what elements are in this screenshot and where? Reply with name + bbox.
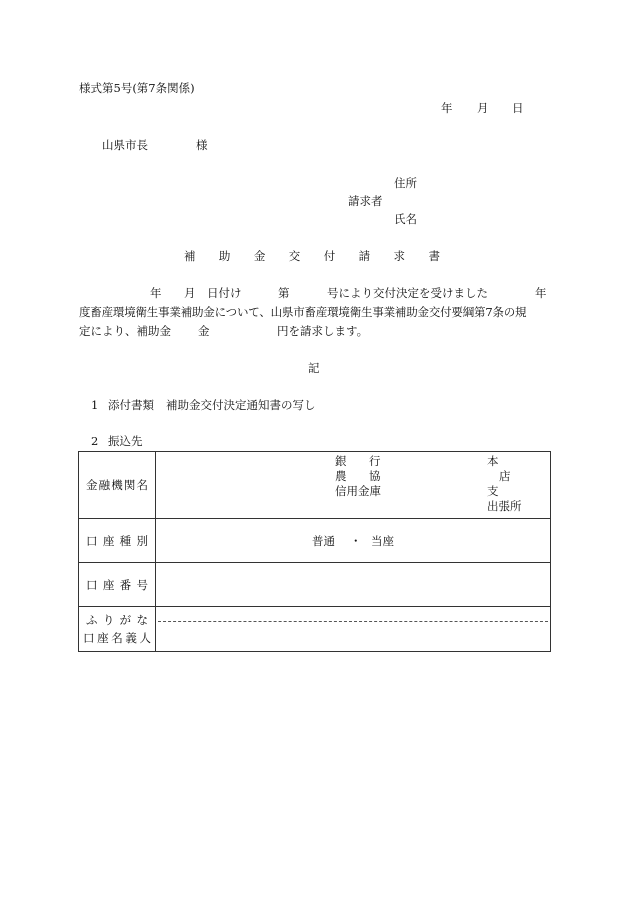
- table-row: [79, 563, 551, 607]
- date-month: 月: [477, 101, 489, 115]
- bank-char-1: 銀: [335, 454, 347, 468]
- account-type-label-cell: [79, 519, 156, 563]
- label-char: 名: [136, 478, 148, 492]
- transfer-label: 振込先: [108, 434, 143, 448]
- document-title: [184, 249, 440, 263]
- addressee-honorific: 様: [196, 138, 208, 152]
- account-type-label: [79, 533, 155, 549]
- body-line3-suffix: 円を請求します。: [277, 324, 369, 338]
- branch-hon: 本: [487, 454, 499, 468]
- label-char: 人: [139, 631, 151, 645]
- body-line3-prefix: 定により、補助金: [79, 324, 171, 338]
- form-number: 様式第5号(第7条関係): [79, 81, 195, 95]
- body-day-dated: 日付け: [207, 286, 242, 300]
- table-row: [79, 452, 551, 519]
- title-char: 金: [253, 249, 266, 263]
- body-month: 月: [184, 286, 196, 300]
- account-number-label-cell: [79, 563, 156, 607]
- label-char: 口: [83, 631, 95, 645]
- institution-field[interactable]: [156, 452, 551, 519]
- account-type-ordinary[interactable]: 普通: [312, 533, 335, 548]
- title-char: 付: [323, 249, 336, 263]
- addressee-name: 山県市長: [102, 138, 148, 152]
- date-day: 日: [512, 101, 524, 115]
- holder-label: [79, 628, 155, 646]
- institution-label: [79, 477, 155, 493]
- table-row: [79, 607, 551, 652]
- title-char: 補: [184, 249, 196, 263]
- transfer-number: 2: [91, 434, 99, 448]
- label-char: 別: [136, 533, 148, 548]
- label-char: 口: [86, 533, 98, 548]
- branch-shucchojo: 出張所: [487, 499, 522, 513]
- furigana-divider: [158, 621, 548, 622]
- branch-ten: 店: [499, 469, 511, 483]
- body-no-prefix: 第: [278, 286, 290, 300]
- title-char: 求: [393, 249, 406, 263]
- account-number-field[interactable]: [156, 563, 551, 607]
- account-type-current[interactable]: 当座: [371, 533, 394, 548]
- body-year: 年: [150, 286, 162, 300]
- holder-label-cell: [79, 607, 156, 652]
- claimant-role-label: 請求者: [348, 194, 383, 208]
- date-year: 年: [441, 101, 453, 115]
- bank-char-2: 行: [369, 454, 381, 468]
- attachments-value: 補助金交付決定通知書の写し: [166, 398, 316, 412]
- title-char: 請: [358, 249, 371, 263]
- label-char: 座: [102, 577, 115, 592]
- bank-account-table: [78, 451, 551, 652]
- body-line2: 度畜産環境衛生事業補助金について、山県市畜産環境衛生事業補助金交付要綱第7条の規: [79, 305, 527, 319]
- label-char: が: [119, 613, 132, 627]
- label-char: 座: [97, 631, 109, 645]
- account-type-field[interactable]: [156, 519, 551, 563]
- claimant-address-label: 住所: [394, 176, 417, 190]
- ki-mark: 記: [308, 361, 320, 375]
- table-row: [79, 519, 551, 563]
- title-char: 助: [218, 249, 231, 263]
- account-holder-field[interactable]: [156, 607, 551, 652]
- body-year2: 年: [535, 286, 547, 300]
- account-type-separator: ・: [350, 533, 362, 548]
- label-char: 座: [102, 533, 115, 548]
- label-char: な: [136, 613, 148, 627]
- label-char: り: [102, 613, 115, 627]
- label-char: 種: [119, 533, 132, 548]
- label-char: 口: [86, 577, 98, 592]
- label-char: 機: [111, 478, 123, 492]
- label-char: 関: [123, 478, 136, 492]
- label-char: 融: [98, 478, 111, 492]
- furigana-label: [79, 612, 155, 628]
- label-char: 番: [119, 577, 132, 592]
- label-char: 義: [125, 631, 137, 645]
- account-number-label: [79, 577, 155, 593]
- agri-char-2: 協: [369, 469, 381, 483]
- agri-char-1: 農: [335, 469, 347, 483]
- title-char: 書: [428, 249, 440, 263]
- body-line3-kin: 金: [198, 324, 210, 338]
- attachments-number: 1: [91, 398, 99, 412]
- title-char: 交: [288, 249, 301, 263]
- label-char: 号: [136, 577, 148, 592]
- shinkin-label: 信用金庫: [335, 484, 381, 498]
- label-char: 金: [86, 478, 98, 492]
- label-char: 名: [111, 631, 123, 645]
- branch-shi: 支: [487, 484, 499, 498]
- body-line1-text: 号により交付決定を受けました: [327, 286, 488, 300]
- label-char: ふ: [86, 613, 98, 627]
- institution-label-cell: [79, 452, 156, 519]
- claimant-name-label: 氏名: [394, 212, 417, 226]
- attachments-label: 添付書類: [108, 398, 154, 412]
